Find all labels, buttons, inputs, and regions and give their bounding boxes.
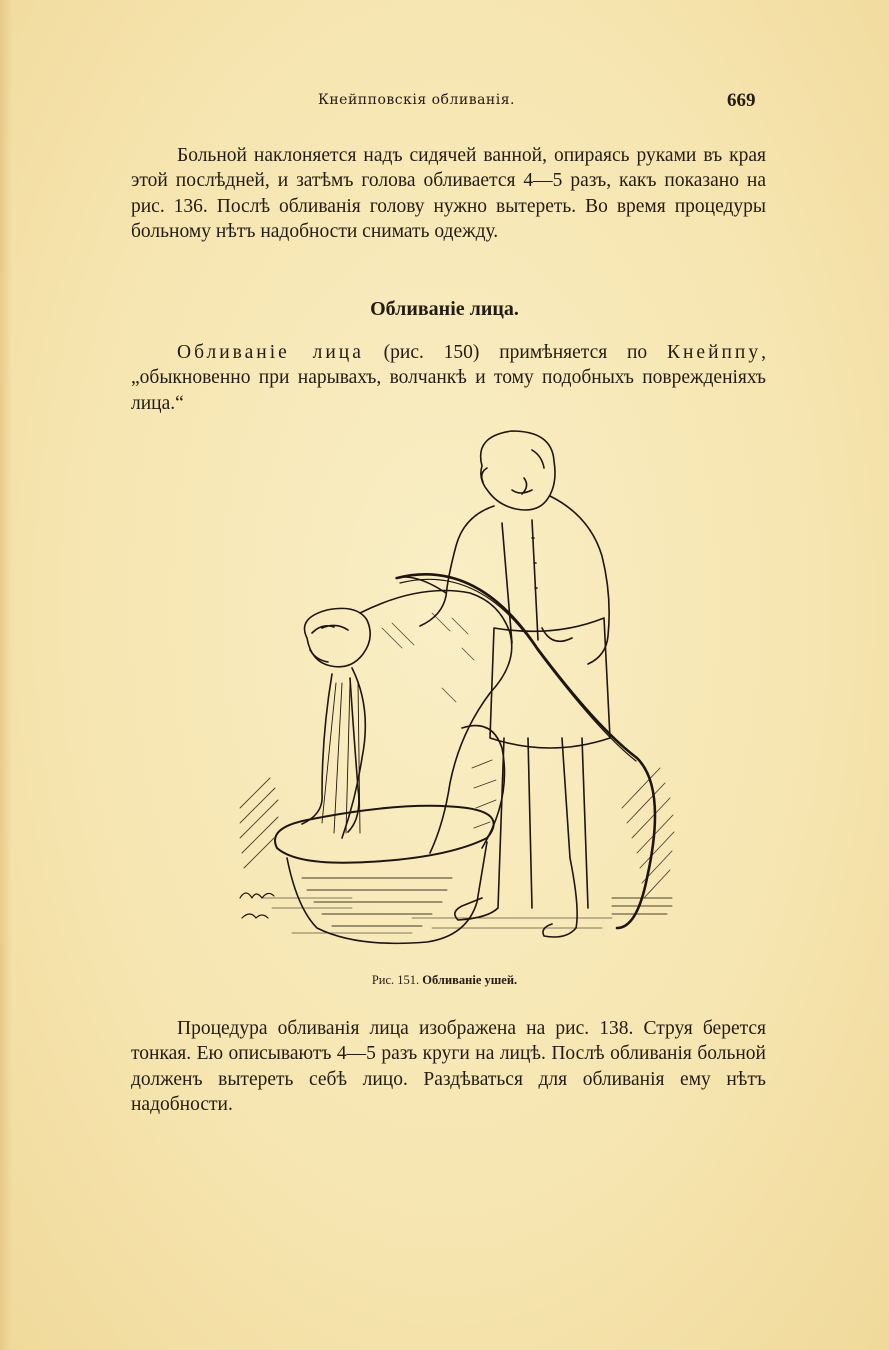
paragraph-2-name: Кнейппу — [666, 342, 762, 363]
section-heading: Обливаніе лица. — [370, 298, 519, 320]
page-number: 669 — [727, 90, 756, 111]
figure-illustration — [232, 428, 677, 968]
paragraph-2 — [131, 340, 766, 416]
paragraph-2-term: Обливаніе лица — [177, 342, 364, 363]
page-edge-shadow — [0, 0, 12, 1350]
figure-caption — [0, 973, 889, 988]
caption-title: Обливаніе ушей. — [422, 973, 518, 987]
paragraph-2-text: (рис. 150) примѣняется по — [363, 342, 667, 363]
running-title: Кнейпповскія обливанія. — [318, 92, 516, 108]
paragraph-3: Процедура обливанія лица изображена на рис. 138. Струя берется тонкая. Ею описываютъ 4—5 разъ круги на лицѣ. Послѣ обливанія больной долженъ вытереть себѣ лицо. Раздѣваться для обливанія ему нѣтъ надобности. — [131, 1018, 766, 1115]
paragraph-1: Больной наклоняется надъ сидячей ванной, опираясь руками въ края этой послѣдней, и затѣмъ голова обливается 4—5 разъ, какъ показано на рис. 136. Послѣ обливанія голову нужно вытереть. Во время процедуры больному нѣтъ надобности снимать одежду. — [131, 145, 766, 242]
paragraph-2-rest: , „обыкновенно при нарывахъ, волчанкѣ и тому подобныхъ поврежденіяхъ лица.“ — [131, 342, 766, 414]
engraving-illustration — [232, 428, 677, 968]
caption-number: Рис. 151. — [371, 973, 420, 987]
